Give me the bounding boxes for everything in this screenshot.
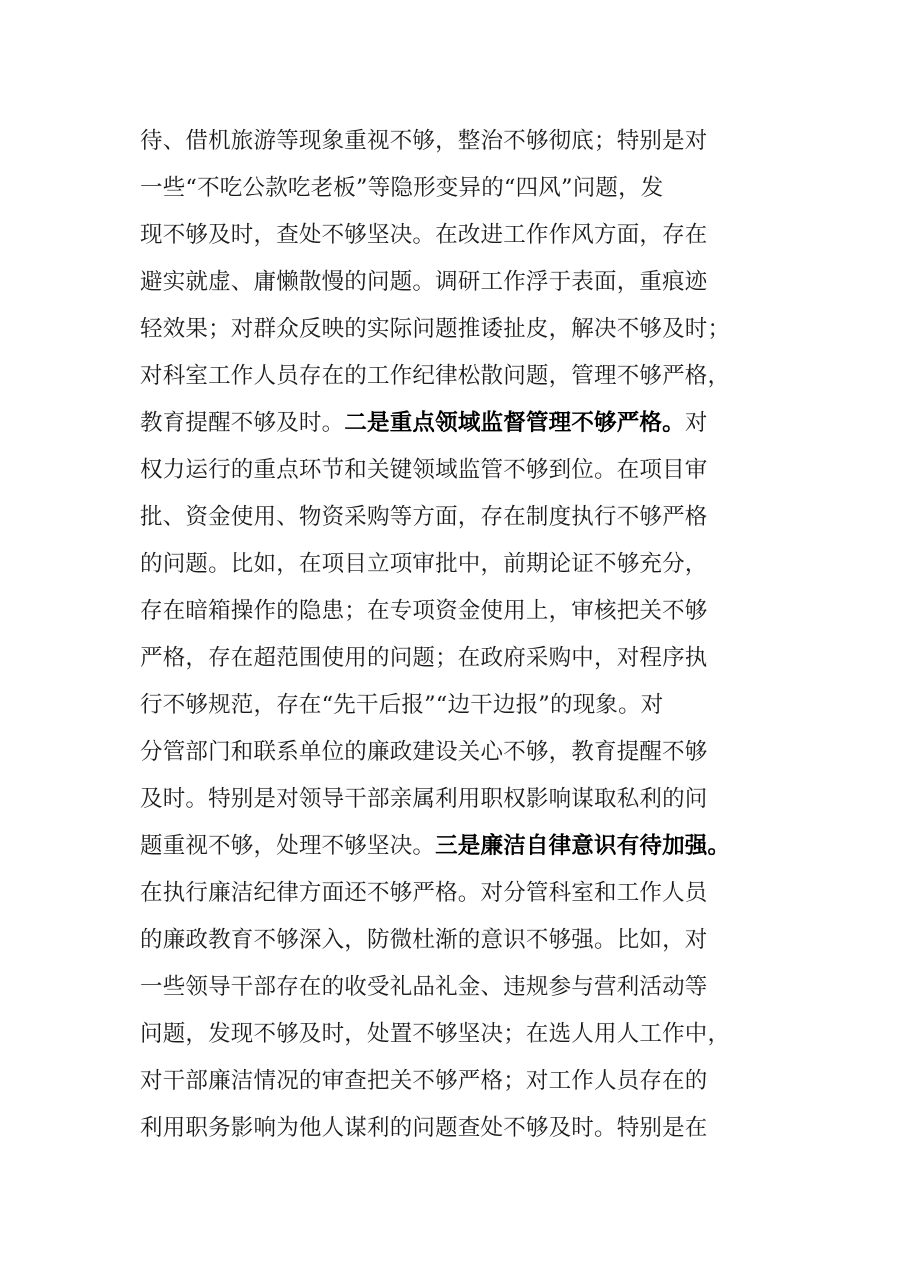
text-line — [140, 353, 780, 400]
text-run: 的问题。比如，在项目立项审批中，前期论证不够充分， — [140, 551, 708, 577]
text-run: 对 — [684, 410, 708, 436]
text-run: 避实就虚、庸懒散慢的问题。调研工作浮于表面，重痕迹 — [140, 269, 708, 295]
text-run: 对干部廉洁情况的审查把关不够严格；对工作人员存在的 — [140, 1068, 708, 1094]
text-run: 批、资金使用、物资采购等方面，存在制度执行不够严格 — [140, 504, 708, 530]
text-run: 及时。特别是对领导干部亲属利用职权影响谋取私利的问 — [140, 786, 708, 812]
bold-heading-run: 三是廉洁自律意识有待加强。 — [435, 833, 731, 859]
text-run: 对科室工作人员存在的工作纪律松散问题，管理不够严格， — [140, 363, 731, 389]
text-line — [140, 1011, 780, 1058]
text-line — [140, 494, 780, 541]
text-run: 轻效果；对群众反映的实际问题推诿扯皮，解决不够及时； — [140, 316, 731, 342]
text-line — [140, 776, 780, 823]
text-line — [140, 635, 780, 682]
text-run: 行不够规范，存在“先干后报”“边干边报”的现象。对 — [140, 692, 664, 718]
text-line — [140, 259, 780, 306]
body-text — [140, 118, 780, 1152]
text-run: 的廉政教育不够深入，防微杜渐的意识不够强。比如，对 — [140, 927, 708, 953]
text-run: 教育提醒不够及时。 — [140, 410, 345, 436]
text-line — [140, 870, 780, 917]
text-run: 待、借机旅游等现象重视不够，整治不够彻底；特别是对 — [140, 128, 708, 154]
text-line — [140, 447, 780, 494]
text-run: 严格，存在超范围使用的问题；在政府采购中，对程序执 — [140, 645, 708, 671]
text-line — [140, 541, 780, 588]
text-run: 一些领导干部存在的收受礼品礼金、违规参与营利活动等 — [140, 974, 708, 1000]
text-line — [140, 729, 780, 776]
text-line — [140, 1058, 780, 1105]
text-line — [140, 682, 780, 729]
text-run: 现不够及时，查处不够坚决。在改进工作作风方面，存在 — [140, 222, 708, 248]
text-run: 分管部门和联系单位的廉政建设关心不够，教育提醒不够 — [140, 739, 708, 765]
text-run: 题重视不够，处理不够坚决。 — [140, 833, 436, 859]
text-run: 在执行廉洁纪律方面还不够严格。对分管科室和工作人员 — [140, 880, 708, 906]
text-line — [140, 917, 780, 964]
text-run: 问题，发现不够及时，处置不够坚决；在选人用人工作中， — [140, 1021, 731, 1047]
text-line — [140, 823, 780, 870]
text-line — [140, 964, 780, 1011]
text-line — [140, 118, 780, 165]
text-line — [140, 400, 780, 447]
text-run: 存在暗箱操作的隐患；在专项资金使用上，审核把关不够 — [140, 598, 708, 624]
text-line — [140, 588, 780, 635]
text-line — [140, 306, 780, 353]
text-line — [140, 165, 780, 212]
text-run: 利用职务影响为他人谋利的问题查处不够及时。特别是在 — [140, 1115, 708, 1141]
text-run: 权力运行的重点环节和关键领域监管不够到位。在项目审 — [140, 457, 708, 483]
text-line — [140, 212, 780, 259]
text-run: 一些“不吃公款吃老板”等隐形变异的“四风”问题，发 — [140, 175, 664, 201]
text-line — [140, 1105, 780, 1152]
bold-heading-run: 二是重点领域监督管理不够严格。 — [344, 410, 685, 436]
